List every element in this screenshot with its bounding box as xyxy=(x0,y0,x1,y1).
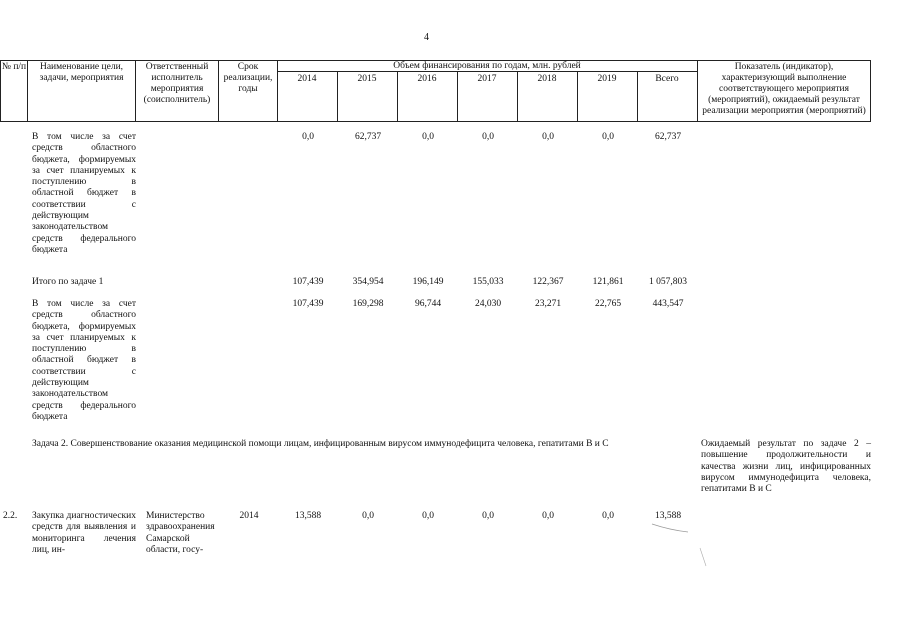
item-name: Закупка диагностических средств для выявления и мониторинга лечения лиц, ин- xyxy=(32,511,136,555)
header-year: 2015 xyxy=(357,74,377,84)
row-value: 0,0 xyxy=(302,132,314,142)
item-number: 2.2. xyxy=(3,511,18,521)
header-total: Всего xyxy=(655,74,679,84)
task-title: Задача 2. Совершенствование оказания медицинской помощи лицам, инфицированным вирусом иммунодефицита человека, гепатитами В и С xyxy=(32,439,609,449)
item-value: 0,0 xyxy=(422,511,434,521)
header-indicator: Показатель (индикатор), характеризующий выполнение соответствующего мероприятия (мероприятий), ожидаемый результат реализации мероприятия (мероприятий) xyxy=(702,62,866,116)
row-value: 354,954 xyxy=(352,277,384,287)
header-funding: Объем финансирования по годам, млн. рублей xyxy=(393,61,581,71)
item-value: 0,0 xyxy=(602,511,614,521)
header-executor: Ответственный исполнитель мероприятия (соисполнитель) xyxy=(143,62,211,105)
item-executor: Министерство здравоохранения Самарской области, госу- xyxy=(146,511,215,555)
row-value: 155,033 xyxy=(472,277,504,287)
row-value: 96,744 xyxy=(414,299,442,309)
item-value: 13,588 xyxy=(294,511,322,521)
header-year: 2019 xyxy=(597,74,617,84)
row-value: 107,439 xyxy=(292,277,324,287)
task-expected-result: Ожидаемый результат по задаче 2 – повышение продолжительности и качества жизни лиц, инфицированных вирусом иммунодефицита человека, гепатитами В и С xyxy=(701,439,871,495)
item-total: 13,588 xyxy=(654,511,682,521)
row-value: 107,439 xyxy=(292,299,324,309)
item-term: 2014 xyxy=(239,511,259,521)
row-value: 196,149 xyxy=(412,277,444,287)
item-value: 0,0 xyxy=(482,511,494,521)
row-label: Итого по задаче 1 xyxy=(32,277,104,287)
row-value: 122,367 xyxy=(532,277,564,287)
header-term: Срок реализации, годы xyxy=(223,62,273,94)
header-year: 2017 xyxy=(477,74,497,84)
header-year: 2018 xyxy=(537,74,557,84)
row-value: 0,0 xyxy=(602,132,614,142)
page-number: 4 xyxy=(424,32,429,43)
item-value: 0,0 xyxy=(542,511,554,521)
header-num: № п/п xyxy=(1,62,27,72)
header-name: Наименование цели, задачи, мероприятия xyxy=(39,62,124,83)
row-value: 23,271 xyxy=(534,299,562,309)
item-value: 0,0 xyxy=(362,511,374,521)
row-value: 24,030 xyxy=(474,299,502,309)
row-value: 0,0 xyxy=(422,132,434,142)
row-value: 0,0 xyxy=(482,132,494,142)
row-value: 62,737 xyxy=(354,132,382,142)
row-value: 22,765 xyxy=(594,299,622,309)
row-value: 0,0 xyxy=(542,132,554,142)
row-total: 62,737 xyxy=(654,132,682,142)
header-year: 2014 xyxy=(297,74,317,84)
header-year: 2016 xyxy=(417,74,437,84)
row-label: В том числе за счет средств областного бюджета, формируемых за счет планируемых к поступлению в областной бюджет в соответствии с действующим законодательством средств федерального бюджета xyxy=(32,299,136,422)
row-total: 443,547 xyxy=(652,299,684,309)
row-value: 121,861 xyxy=(592,277,624,287)
row-total: 1 057,803 xyxy=(649,277,687,287)
row-value: 169,298 xyxy=(352,299,384,309)
row-label: В том числе за счет средств областного бюджета, формируемых за счет планируемых к поступлению в областной бюджет в соответствии с действующим законодательством средств федерального бюджета xyxy=(32,132,136,255)
